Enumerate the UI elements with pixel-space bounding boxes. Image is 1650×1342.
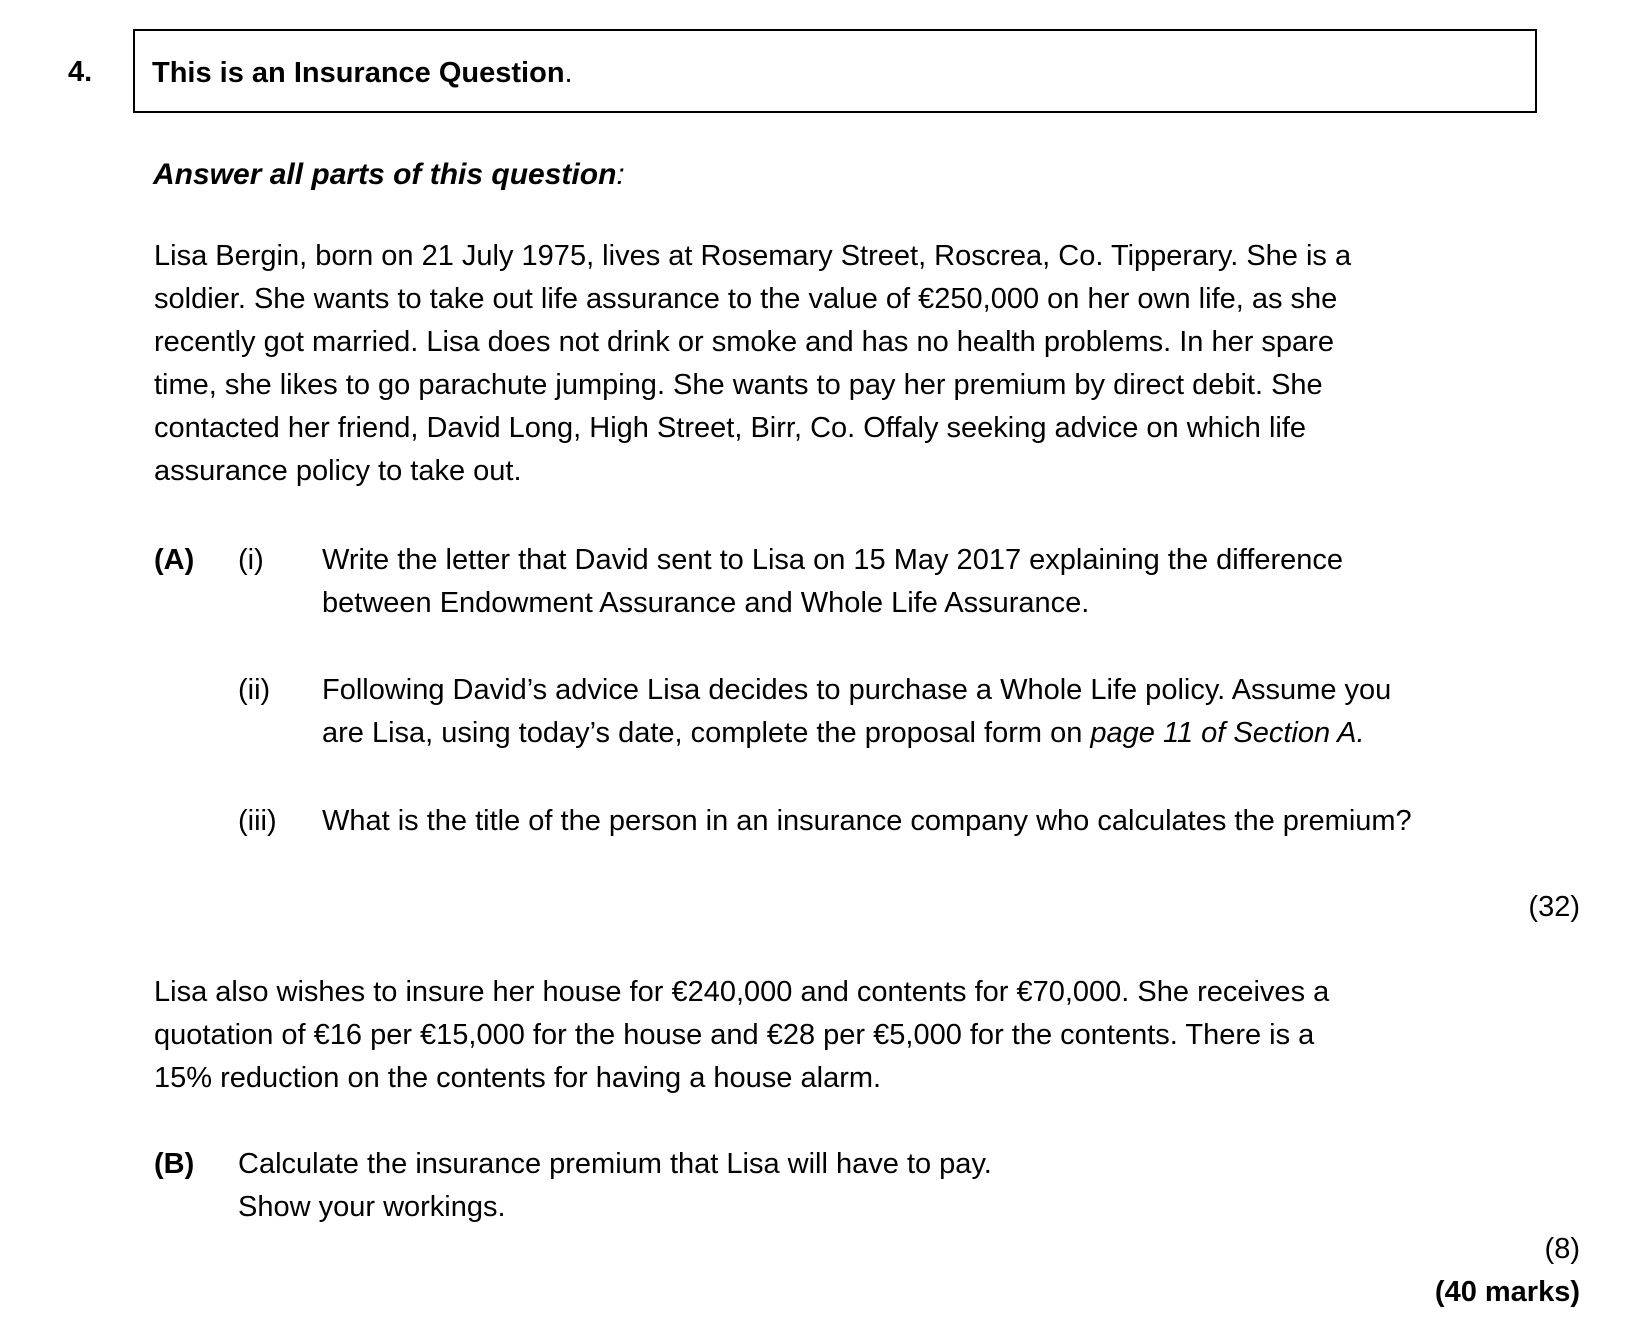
part-a-i-label: (i) xyxy=(238,544,264,576)
intro-line: Lisa Bergin, born on 21 July 1975, lives at Rosemary Street, Roscrea, Co. Tipperary. She is a xyxy=(154,240,1352,272)
part-a-ii-line2-start: are Lisa, using today’s date, complete the proposal form on xyxy=(322,717,1091,749)
part-a-ii-text xyxy=(322,669,1391,755)
intro-line: time, she likes to go parachute jumping. She wants to pay her premium by direct debit. She xyxy=(154,369,1323,401)
question-number: 4. xyxy=(68,56,93,88)
part-a-iii-text: What is the title of the person in an insurance company who calculates the premium? xyxy=(322,805,1412,837)
part-a-i-text xyxy=(322,539,1343,625)
intro-line: assurance policy to take out. xyxy=(154,455,522,487)
instruction xyxy=(153,158,625,192)
part-a-ii-line xyxy=(322,712,1391,755)
part-a-label: (A) xyxy=(154,544,195,576)
question-title xyxy=(152,57,573,90)
instruction-colon: : xyxy=(616,158,625,191)
page-reference: page 11 of Section A. xyxy=(1090,717,1365,749)
part-b-text xyxy=(238,1143,992,1229)
intro-line: contacted her friend, David Long, High Street, Birr, Co. Offaly seeking advice on which life xyxy=(154,412,1307,444)
house-line: 15% reduction on the contents for having a house alarm. xyxy=(154,1062,882,1094)
question-title-period: . xyxy=(564,57,573,89)
question-title-text: This is an Insurance Question xyxy=(152,57,565,89)
part-a-i-line: between Endowment Assurance and Whole Life Assurance. xyxy=(322,587,1090,619)
intro-paragraph xyxy=(154,235,1351,493)
house-paragraph xyxy=(154,971,1329,1100)
part-b-label: (B) xyxy=(154,1148,195,1180)
part-a-i-line: Write the letter that David sent to Lisa on 15 May 2017 explaining the difference xyxy=(322,544,1343,576)
part-a-iii-label: (iii) xyxy=(238,805,277,837)
intro-line: recently got married. Lisa does not drink or smoke and has no health problems. In her spare xyxy=(154,326,1334,358)
question-title-box xyxy=(133,29,1537,113)
part-b-line: Calculate the insurance premium that Lisa will have to pay. xyxy=(238,1148,992,1180)
house-line: Lisa also wishes to insure her house for €240,000 and contents for €70,000. She receives a xyxy=(154,976,1330,1008)
part-b-line: Show your workings. xyxy=(238,1191,506,1223)
part-a-marks: (32) xyxy=(1528,891,1580,923)
part-a-ii-line: Following David’s advice Lisa decides to purchase a Whole Life policy. Assume you xyxy=(322,674,1392,706)
intro-line: soldier. She wants to take out life assurance to the value of €250,000 on her own life, as she xyxy=(154,283,1338,315)
house-line: quotation of €16 per €15,000 for the house and €28 per €5,000 for the contents. There is a xyxy=(154,1019,1315,1051)
instruction-text: Answer all parts of this question xyxy=(153,158,617,191)
total-marks: (40 marks) xyxy=(1434,1276,1580,1308)
part-b-marks: (8) xyxy=(1544,1233,1580,1265)
part-a-ii-label: (ii) xyxy=(238,674,271,706)
